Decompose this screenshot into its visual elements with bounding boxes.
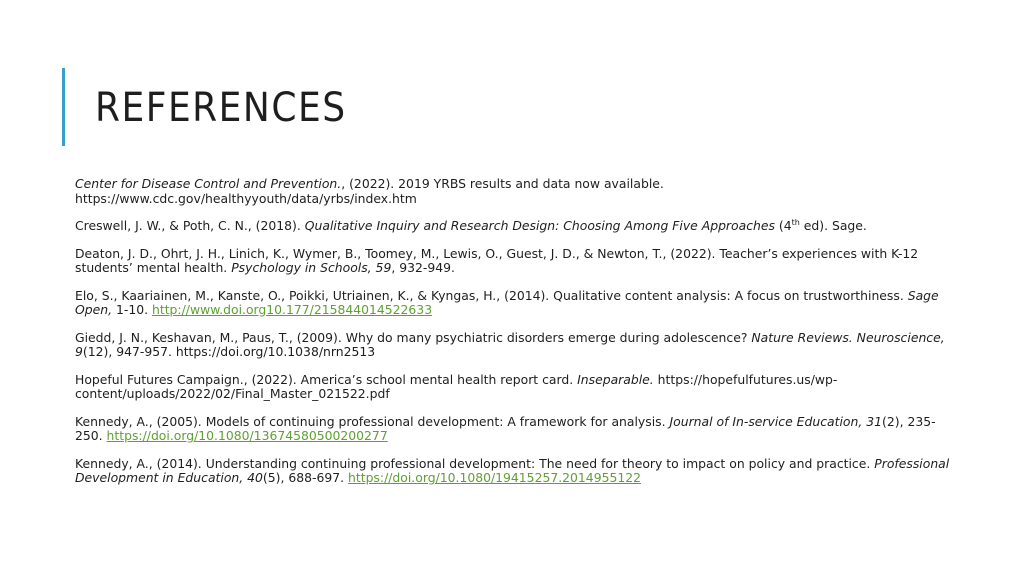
page-title: REFERENCES: [95, 85, 347, 131]
ref-title: Qualitative Inquiry and Research Design: Choosing Among Five Approaches: [304, 218, 775, 233]
ref-text: Elo, S., Kaariainen, M., Kanste, O., Poikki, Utriainen, K., & Kyngas, H., (2014). Qualitative content analysis: A focus on trustworthiness.: [75, 287, 908, 303]
doi-link[interactable]: http://www.doi.org10.177/215844014522633: [151, 302, 433, 317]
ref-text: Deaton, J. D., Ohrt, J. H., Linich, K., Wymer, B., Toomey, M., Lewis, O., Guest, J. D., & Newton, T., (2022). Teacher’s experiences with K-12 students’ mental health.: [75, 245, 919, 275]
ref-text: 1-10.: [112, 302, 152, 317]
reference-cdc: [75, 177, 955, 206]
reference-kennedy-2005: [75, 415, 955, 444]
ref-journal: Nature Reviews. Neuroscience, 9: [75, 329, 945, 359]
ref-text: ed). Sage.: [799, 218, 867, 233]
ref-journal: Psychology in Schools, 59: [231, 260, 392, 275]
ref-text: (2), 235-250.: [75, 413, 936, 443]
ref-text: , 932-949.: [391, 260, 455, 275]
ref-text: (12), 947-957. https://doi.org/10.1038/nrn2513: [82, 344, 376, 359]
ref-journal: Professional Development in Education, 40: [75, 455, 950, 485]
ref-text: Hopeful Futures Campaign., (2022). America’s school mental health report card.: [75, 371, 578, 387]
ref-text: Kennedy, A., (2014). Understanding continuing professional development: The need for theory to impact on policy and practice.: [75, 455, 875, 471]
ref-text: , (2022). 2019 YRBS results and data now available. https://www.cdc.gov/healthyyouth/data/yrbs/index.htm: [75, 176, 664, 206]
reference-kennedy-2014: [75, 457, 955, 486]
ref-superscript: th: [791, 217, 800, 227]
ref-author: Center for Disease Control and Prevention.: [75, 176, 342, 191]
ref-text: (4: [774, 218, 792, 233]
reference-hopeful-futures: [75, 373, 955, 402]
reference-giedd: [75, 331, 955, 360]
ref-text: https://hopefulfutures.us/wp-content/uploads/2022/02/Final_Master_021522.pdf: [75, 371, 838, 401]
reference-deaton: [75, 247, 955, 276]
ref-journal: Sage Open,: [75, 287, 939, 317]
reference-list: [75, 177, 955, 499]
ref-text: (5), 688-697.: [262, 470, 348, 485]
reference-elo: [75, 289, 955, 318]
ref-title: Inseparable.: [577, 371, 654, 387]
doi-link[interactable]: https://doi.org/10.1080/19415257.2014955122: [348, 470, 641, 485]
ref-text: Giedd, J. N., Keshavan, M., Paus, T., (2009). Why do many psychiatric disorders emerge during adolescence?: [75, 329, 752, 345]
reference-creswell: [75, 219, 955, 234]
ref-text: Creswell, J. W., & Poth, C. N., (2018).: [75, 218, 305, 233]
accent-bar: [62, 68, 65, 146]
ref-text: Kennedy, A., (2005). Models of continuing professional development: A framework for analysis.: [75, 413, 670, 429]
ref-journal: Journal of In-service Education, 31: [669, 413, 883, 429]
doi-link[interactable]: https://doi.org/10.1080/13674580500200277: [106, 428, 388, 443]
